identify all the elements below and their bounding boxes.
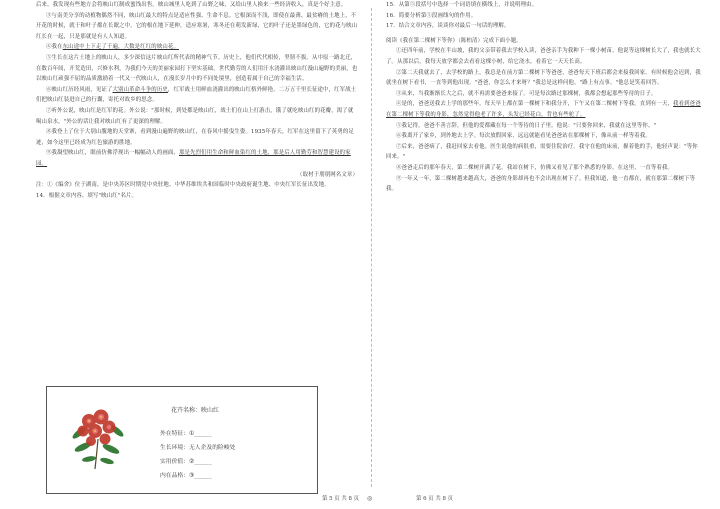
- paragraph: [386, 68, 702, 89]
- paragraph-text: ⑨一年又一年，第二棵树越来越高大，爸爸的身影却再也不会出现在树下了。但我知道，他一直都在，就在那第二棵树下等我。: [386, 175, 696, 193]
- right-footer: 第 6 页 共 8 页: [416, 496, 453, 502]
- paragraph: [386, 174, 702, 195]
- paragraph: [386, 46, 702, 67]
- paragraph-text: ⑤我记得，爸爸不善言辞，但他的爱都藏在每一个等待的日子里。他说："只要你回来，我就在这里等你。": [396, 122, 657, 129]
- paragraph-text: ⑨我凝望映山红，眼前仿佛浮现出一幅幅动人的画面，: [46, 150, 179, 157]
- right-page: [386, 0, 702, 509]
- card-row-value: ②______: [189, 459, 212, 465]
- paragraph: [36, 127, 358, 148]
- reading-body: [386, 46, 702, 194]
- paragraph-text: ④我在: [46, 44, 63, 51]
- paragraph-text: ⑥我离开了家乡，到外地去上学。每次放假回家，远远就能看见爸爸站在那棵树下，像从前一样等着我。: [396, 133, 651, 140]
- paragraph: [386, 121, 702, 132]
- azalea-flower-icon: [65, 401, 131, 471]
- article-body: [36, 0, 358, 170]
- footnote: 注：①《编舍》位于湖南，是中央苏区时期党中央驻地、中华苏维埃共和国临时中央政府诞生地、中央红军长征出发地。: [36, 182, 330, 189]
- paragraph-text: ③从来，当我渐渐长大之后，就不再需要爸爸来接了。可是每次路过那棵树，我都会想起那些等待的日子。: [396, 90, 657, 97]
- question-item: 17．结合文章内容，谈谈你对最后一句话的理解。: [386, 23, 510, 30]
- paragraph-text: ①还四年前，学校在半山坡，我的父亲带着我去学校入读，爸爸亲手为我种下一棵小树苗，他说等这棵树长大了，我也就长大了。从那以后，我每天放学都会去看看这棵小树，给它浇水，看着它一天天长高。: [386, 48, 701, 65]
- paragraph: [36, 85, 358, 106]
- card-row-value: ③______: [189, 473, 212, 479]
- card-row-label: 实用价值：: [160, 459, 189, 465]
- paragraph: [36, 11, 358, 43]
- question-14: 14．根据文章内容，填写"映山红"名片。: [36, 192, 138, 199]
- paragraph: [36, 106, 358, 127]
- paragraph: [36, 0, 358, 11]
- paragraph-text: ③与南美分享的动植物偶然不同，映山红最大的特点是适应性强、生命不息。它根深而不浅，即使在最薄、最贫瘠的土地上，不开花的时候，就于和叶子都在长眠之中。它的根在地下延伸，适应寒暑，寒冬还在萌发新绿，它的叶子还是墨绿色的，它的花与映山红长在一起，只是那就是有人人知道。: [36, 12, 358, 40]
- paragraph-text: ⑧我登上了位于大别山腹地的天堂寨，看到漫山遍野的映山红，在春风中摇曳生姿。1935年春天，红军在这里留下了英勇的足迹，如今这里已经成为红色旅游的胜地。: [36, 129, 354, 146]
- question-list: [386, 0, 702, 32]
- paragraph-text: ⑧爸爸走后的那年春天，第二棵树开满了花。我站在树下，仿佛又看见了那个熟悉的身影，在这里，一直等着我。: [396, 164, 674, 171]
- source-note: （取材于朋朋网名文章）: [297, 171, 358, 178]
- paragraph-text: ⑦后来，爸爸病了，我赶回家去看他。医生说他的病很重，需要住院治疗。我守在他的床前，握着他的手，他轻声说："等你回来。": [386, 143, 698, 161]
- underlined-sentence: 我看到爸爸在第二棵树下等我的身影，忽然觉得他老了许多，头发已经花白，背也有些驼了。: [386, 101, 701, 118]
- paragraph-text: ④是的，爸爸送我去上学的那些年，每天早上都在第一棵树下和我分开，下午又在第二棵树下等我。直到有一天，: [396, 101, 674, 108]
- card-fields: [147, 427, 297, 483]
- card-row: [147, 441, 297, 455]
- paragraph: [386, 89, 702, 100]
- card-row: [147, 469, 297, 483]
- paragraph: [36, 53, 358, 85]
- underlined-sentence: 那是先烈们用生命和鲜血染红的土地，那是后人用勤劳和智慧建设的家园。: [36, 150, 351, 167]
- left-footer: 第 5 页 共 8 页: [322, 496, 359, 502]
- paragraph-text: 后来，我发现有些地方会将映山红制成蜜饯出售。映山城里人吃到了山野之味，又给山里人换来一些经济收入，真是个好主意。: [36, 2, 347, 8]
- card-row-label: 生长环境：: [160, 445, 189, 451]
- question-item: 16．简要分析第⑤段画线句的作用。: [386, 12, 477, 19]
- card-row-label: 内在品格：: [160, 473, 189, 479]
- card-row: [147, 427, 297, 441]
- card-row-value: ①______: [189, 431, 212, 437]
- card-row: [147, 455, 297, 469]
- paragraph: [386, 131, 702, 142]
- paragraph-text: ⑤生长在这片土地上的映山人，多少深信这片映山红所代表的精神气节。历史上，他们代代相传，坚韧不拔。从中原一路北迁，在数百年间，开荒造田，兴修水利，为我们今天的美丽家园打下坚实基础。世代勤劳的人们用汗水浇灌出映山红漫山遍野的美丽，也以映山红顽强不屈的品质激励着一代又一代映山人，在漫长岁月中的不同处境里，创造着属于自己的幸福生活。: [36, 54, 358, 83]
- reading-title: 阅读《我在第二棵树下等你》（陈柏清）完成下面小题。: [386, 37, 522, 44]
- paragraph: [36, 42, 358, 53]
- card-row-label: 外在特征：: [160, 431, 189, 437]
- page-divider: [371, 8, 372, 487]
- paragraph-text-tail: ，红军战士用鲜血浇灌出的映山红格外鲜艳。二万五千里长征途中，红军战士们把映山红装进自己的行囊，寄托对故乡的思念。: [36, 86, 357, 104]
- question-item: 15．从第⑤段括号中选择一个词语填在横线上，并说明理由。: [386, 2, 538, 8]
- card-row-value: 无人企及的险峻处: [189, 445, 236, 451]
- paragraph-text: ⑥映山红历经风雨，见证了: [46, 86, 113, 93]
- paragraph-text: ⑦听外公说，映山红是红军的花。外公说："那时候，到处都是映山红，战士们在山上打游击，饿了就吃映山红的花瓣，渴了就喝山泉水。"外公的话让我对映山红有了更深的理解。: [36, 107, 354, 125]
- paragraph: [386, 163, 702, 174]
- paragraph: [36, 148, 358, 169]
- flower-card: [46, 386, 318, 494]
- paragraph-text: ②第二天我就去了，去学校的路上，我总是在前方第二棵树下等爸爸，爸爸每天下班后都会来接我回家。有时候他会迟到，我就坐在树下看书，一直等到他出现。"爸爸，你怎么才来呀？"我总是这样问他。"路上有点事。"他总是笑着回答。: [386, 69, 701, 87]
- binding-marker-icon: ◎: [367, 495, 373, 502]
- underlined-sentence: 东山途中上下走了千遍，大数是红红的映山花。: [62, 44, 179, 51]
- paragraph: [386, 99, 702, 120]
- paragraph: [386, 142, 702, 163]
- card-flower-name: 花卉名称：映山红: [171, 407, 220, 414]
- underlined-sentence: 大别山革命斗争的历史: [112, 86, 168, 93]
